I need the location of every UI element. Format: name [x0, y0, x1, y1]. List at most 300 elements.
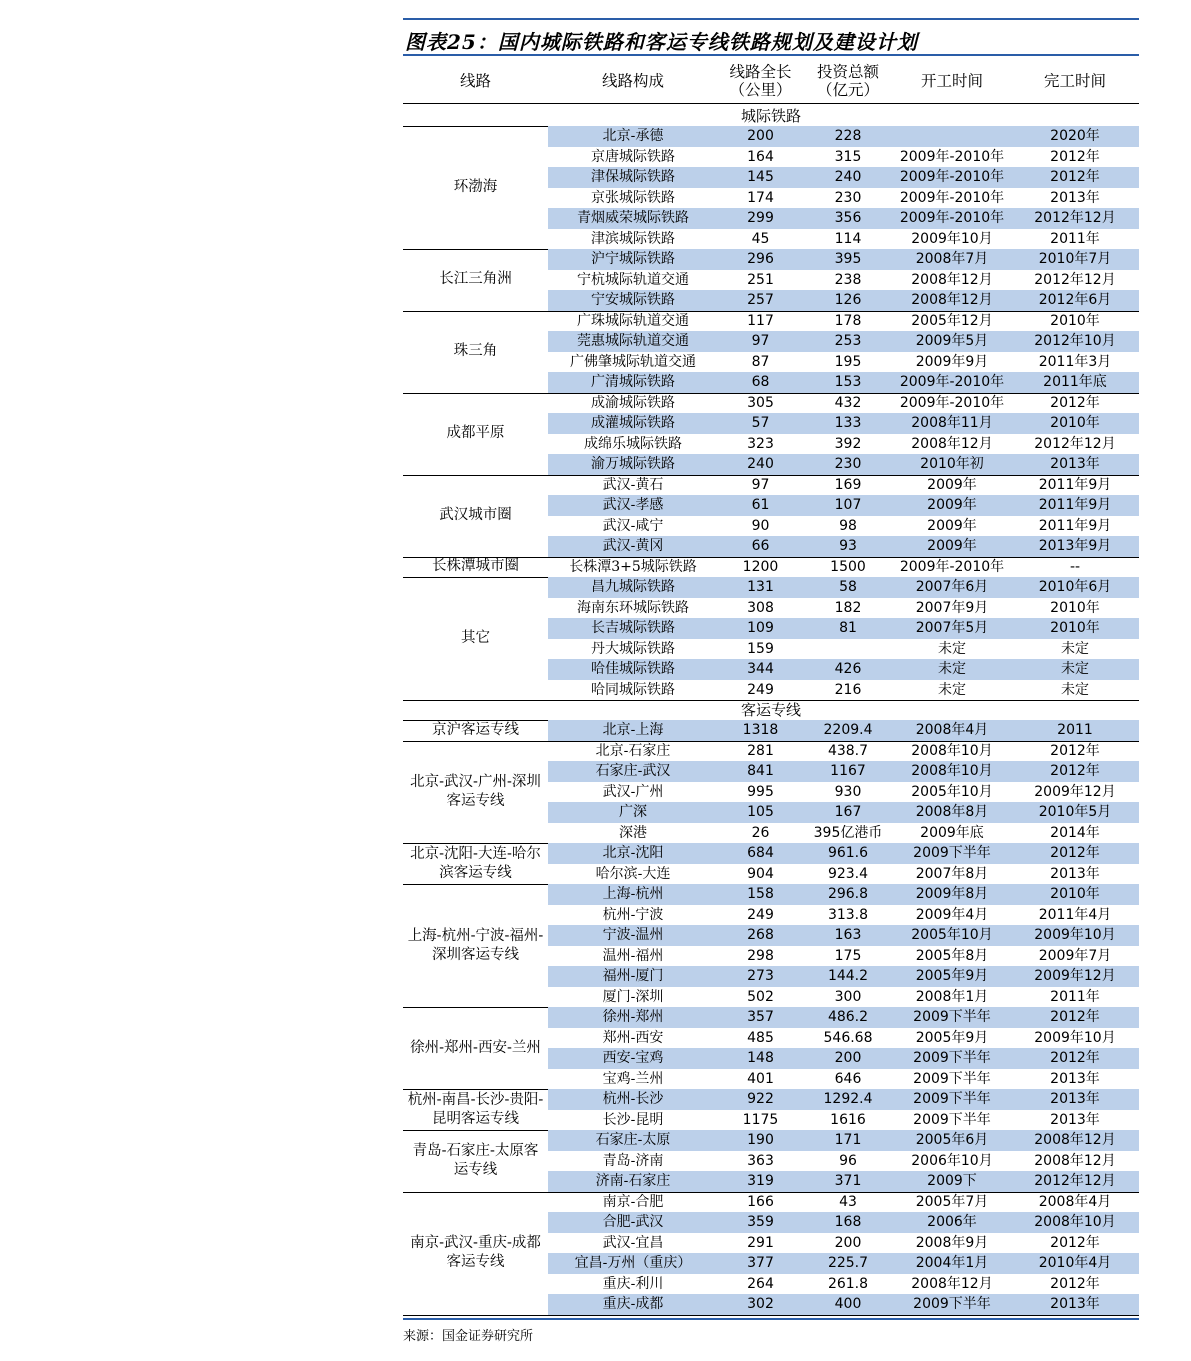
cell-end: 2013年: [1050, 1091, 1100, 1107]
header-route: 线路构成: [601, 72, 664, 90]
table-row: [548, 270, 1139, 291]
table-row: [548, 864, 1139, 885]
cell-route: 广清城际铁路: [591, 374, 675, 390]
cell-end: 2013年: [1050, 1070, 1100, 1087]
cell-end: 2013年9月: [1038, 538, 1112, 554]
cell-route: 京张城际铁路: [591, 189, 675, 206]
cell-investment: 296.8: [827, 886, 869, 902]
cell-route: 杭州-宁波: [602, 906, 664, 923]
cell-start: 2009年: [927, 538, 977, 554]
cell-end: 2012年: [1050, 1050, 1100, 1066]
cell-end: 2009年12月: [1034, 783, 1116, 800]
cell-length: 264: [747, 1275, 774, 1292]
cell-length: 273: [747, 968, 774, 984]
cell-start: 2008年7月: [915, 251, 989, 267]
table-row: [548, 188, 1139, 209]
table-row: [548, 802, 1139, 823]
table-row: [548, 495, 1139, 516]
cell-investment: 923.4: [827, 865, 869, 882]
table-row: [548, 884, 1139, 905]
cell-route: 南京-合肥: [602, 1193, 664, 1210]
cell-route: 成渝城际铁路: [591, 394, 675, 411]
cell-investment: 238: [834, 271, 862, 288]
table-row: [548, 761, 1139, 782]
cell-start: 2007年5月: [915, 620, 989, 636]
group-label: 北京-武汉-广州-深圳 客运专线: [410, 773, 541, 809]
cell-route: 京唐城际铁路: [591, 148, 675, 165]
cell-start: 2005年8月: [915, 947, 989, 964]
group-label: 其它: [461, 630, 490, 646]
cell-start: 2009年: [927, 476, 977, 493]
cell-start: 2008年4月: [915, 722, 989, 738]
group-label: 长江三角洲: [439, 271, 512, 288]
group-label: 成都平原: [446, 425, 505, 441]
cell-start: 2005年6月: [915, 1132, 989, 1148]
table-row: [548, 598, 1139, 619]
cell-start: 2009年-2010年: [899, 189, 1005, 206]
cell-start: 未定: [938, 661, 966, 677]
table-row: [548, 823, 1139, 844]
cell-route: 长沙-昆明: [602, 1111, 664, 1128]
cell-end: 2009年7月: [1038, 947, 1112, 964]
cell-route: 西安-宝鸡: [602, 1050, 664, 1066]
cell-end: 2011年4月: [1038, 906, 1112, 923]
table-row: [548, 249, 1139, 270]
table-row: [548, 782, 1139, 803]
cell-start: 2009下半年: [913, 1009, 991, 1025]
cell-length: 1200: [742, 558, 779, 575]
cell-route: 莞惠城际轨道交通: [577, 333, 689, 349]
cell-end: 未定: [1061, 661, 1089, 677]
cell-start: 2009下半年: [913, 1091, 991, 1107]
cell-length: 299: [747, 210, 774, 226]
cell-investment: 230: [834, 456, 862, 472]
section-header: 城际铁路: [740, 107, 801, 125]
header-length: 线路全长 （公里）: [729, 63, 792, 99]
cell-start: 2009下半年: [913, 845, 991, 861]
cell-end: 2011年3月: [1038, 353, 1112, 370]
cell-investment: 392: [834, 435, 862, 452]
table-row: [548, 1089, 1139, 1110]
cell-route: 昌九城际铁路: [591, 579, 675, 595]
cell-end: 2013年: [1050, 865, 1100, 882]
cell-start: 2009年4月: [915, 906, 989, 923]
cell-end: 2010年5月: [1038, 804, 1112, 820]
cell-length: 190: [747, 1132, 774, 1148]
table-row: [548, 434, 1139, 455]
cell-length: 268: [747, 927, 774, 943]
group-label: 京沪客运专线: [432, 721, 519, 738]
table-row: [548, 720, 1139, 741]
cell-route: 武汉-广州: [602, 783, 664, 800]
cell-start: 2009年-2010年: [899, 210, 1005, 226]
cell-route: 石家庄-太原: [595, 1132, 671, 1148]
header-end-time: 完工时间: [1043, 72, 1106, 90]
table-row: [548, 536, 1139, 557]
cell-length: 68: [751, 374, 770, 390]
cell-length: 308: [747, 599, 774, 616]
cell-route: 杭州-长沙: [602, 1091, 664, 1107]
cell-length: 257: [747, 292, 774, 308]
cell-start: 2008年11月: [911, 415, 993, 431]
cell-length: 359: [747, 1214, 774, 1230]
group-divider: [403, 1315, 1139, 1316]
cell-investment: 163: [834, 927, 862, 943]
cell-investment: 961.6: [827, 845, 869, 861]
figure-title: 图表25：国内城际铁路和客运专线铁路规划及建设计划: [405, 30, 918, 54]
cell-end: 2012年6月: [1038, 292, 1112, 308]
cell-investment: 395亿港币: [813, 824, 883, 841]
table-row: [548, 618, 1139, 639]
group-label: 珠三角: [453, 343, 498, 359]
cell-end: 2020年: [1050, 128, 1100, 144]
cell-end: 2010年: [1050, 620, 1100, 636]
cell-route: 广佛肇城际轨道交通: [570, 353, 696, 370]
cell-investment: 178: [834, 312, 862, 329]
table-row: [548, 1151, 1139, 1172]
cell-end: 2011年: [1050, 988, 1100, 1005]
cell-route: 福州-厦门: [602, 968, 664, 984]
cell-investment: 58: [839, 579, 857, 595]
cell-end: 2012年: [1050, 742, 1100, 759]
table-row: [548, 1110, 1139, 1131]
cell-route: 济南-石家庄: [595, 1173, 671, 1189]
cell-length: 363: [747, 1152, 774, 1169]
cell-end: 2008年12月: [1034, 1132, 1116, 1148]
cell-length: 87: [751, 353, 770, 370]
cell-route: 武汉-黄石: [602, 476, 664, 493]
cell-length: 26: [751, 824, 770, 841]
cell-length: 240: [747, 456, 774, 472]
group-label: 环渤海: [453, 179, 498, 195]
cell-start: 2009年-2010年: [899, 394, 1005, 411]
cell-investment: 371: [834, 1173, 862, 1189]
cell-end: 2012年: [1050, 169, 1100, 185]
table-bottom-rule: [403, 1318, 1139, 1320]
cell-length: 45: [751, 230, 770, 247]
cell-end: 2011年: [1050, 230, 1100, 247]
cell-end: 2009年10月: [1034, 1029, 1116, 1046]
cell-start: 2009下半年: [913, 1111, 991, 1128]
cell-investment: 1500: [830, 558, 866, 575]
cell-length: 281: [747, 742, 774, 759]
cell-investment: 432: [834, 394, 862, 411]
table-row: [548, 966, 1139, 987]
cell-investment: [803, 639, 893, 660]
cell-end: 2010年: [1050, 886, 1100, 902]
cell-investment: 2209.4: [823, 722, 873, 738]
table-row: [548, 1212, 1139, 1233]
cell-start: 2009年-2010年: [899, 374, 1005, 390]
cell-length: 109: [747, 620, 774, 636]
cell-length: 485: [747, 1029, 774, 1046]
cell-length: 904: [747, 865, 774, 882]
cell-investment: 114: [834, 230, 862, 247]
cell-start: 2005年9月: [915, 968, 989, 984]
cell-investment: 240: [834, 169, 862, 185]
table-row: [548, 1069, 1139, 1090]
cell-end: 2011年底: [1043, 374, 1107, 390]
cell-start: 2008年10月: [911, 742, 993, 759]
table-row: [548, 987, 1139, 1008]
cell-end: 2012年: [1050, 845, 1100, 861]
cell-route: 青岛-济南: [602, 1152, 664, 1169]
cell-start: 2009下半年: [913, 1296, 991, 1312]
cell-end: 2010年6月: [1038, 579, 1112, 595]
cell-end: 2012年: [1050, 148, 1100, 165]
cell-investment: 400: [834, 1296, 862, 1312]
cell-start: 2005年7月: [915, 1193, 989, 1210]
cell-route: 宜昌-万州（重庆）: [574, 1255, 692, 1271]
cell-investment: 486.2: [827, 1009, 869, 1025]
cell-start: 2009年-2010年: [899, 558, 1005, 575]
cell-investment: 153: [834, 374, 862, 390]
cell-end: 2011: [1057, 722, 1093, 738]
cell-investment: 228: [834, 128, 862, 144]
cell-start: 未定: [938, 640, 966, 657]
cell-investment: 438.7: [827, 742, 869, 759]
cell-route: 丹大城际铁路: [591, 640, 675, 657]
cell-length: 841: [747, 763, 774, 779]
table-row: [548, 577, 1139, 598]
cell-end: --: [1069, 558, 1081, 575]
table-row: [548, 905, 1139, 926]
cell-length: 995: [747, 783, 774, 800]
cell-end: 2012年12月: [1034, 271, 1116, 288]
table-row: [548, 167, 1139, 188]
cell-length: 377: [747, 1255, 774, 1271]
cell-length: 401: [747, 1070, 774, 1087]
cell-route: 徐州-郑州: [602, 1009, 664, 1025]
cell-route: 重庆-成都: [602, 1296, 664, 1312]
group-label: 北京-沈阳-大连-哈尔 滨客运专线: [410, 845, 541, 881]
cell-investment: 1292.4: [823, 1091, 873, 1107]
cell-investment: 167: [834, 804, 862, 820]
cell-route: 哈尔滨-大连: [595, 865, 671, 882]
table-row: [548, 475, 1139, 496]
cell-end: 2010年: [1050, 415, 1100, 431]
cell-end: 2009年10月: [1034, 927, 1116, 943]
cell-length: 174: [747, 189, 774, 206]
cell-end: 2008年10月: [1034, 1214, 1116, 1230]
cell-route: 成灌城际铁路: [591, 415, 675, 431]
cell-length: 117: [747, 312, 774, 329]
cell-length: 344: [747, 661, 774, 677]
cell-investment: 356: [834, 210, 862, 226]
table-row: [548, 454, 1139, 475]
header-line: 线路: [459, 72, 491, 90]
cell-start: 2009年10月: [911, 230, 993, 247]
cell-length: 105: [747, 804, 774, 820]
cell-start: 2006年: [927, 1214, 977, 1230]
table-row: [548, 639, 1139, 660]
cell-length: 145: [747, 169, 774, 185]
cell-investment: 93: [839, 538, 857, 554]
cell-route: 武汉-宜昌: [602, 1234, 664, 1251]
cell-length: 1175: [742, 1111, 779, 1128]
cell-route: 长吉城际铁路: [591, 620, 675, 636]
cell-length: 164: [747, 148, 774, 165]
group-label: 武汉城市圈: [439, 507, 512, 523]
table-row: [548, 126, 1139, 147]
cell-route: 广珠城际轨道交通: [577, 312, 689, 329]
table-row: [548, 1253, 1139, 1274]
table-row: [548, 290, 1139, 311]
cell-end: 2011年9月: [1038, 476, 1112, 493]
table-row: [548, 229, 1139, 250]
cell-route: 北京-承德: [602, 128, 664, 144]
cell-start: 2008年10月: [911, 763, 993, 779]
group-label: 徐州-郑州-西安-兰州: [410, 1039, 541, 1056]
cell-end: 2012年10月: [1034, 333, 1116, 349]
cell-end: 未定: [1061, 640, 1089, 657]
cell-length: 158: [747, 886, 774, 902]
table-row: [548, 208, 1139, 229]
cell-investment: 175: [834, 947, 862, 964]
table-row: [548, 843, 1139, 864]
cell-length: 296: [747, 251, 774, 267]
cell-start: 2008年9月: [915, 1234, 989, 1251]
cell-length: 1318: [742, 722, 779, 738]
table-row: [548, 1048, 1139, 1069]
group-label: 上海-杭州-宁波-福州- 深圳客运专线: [407, 927, 544, 963]
cell-start: 2009下半年: [913, 1050, 991, 1066]
table-header: [403, 58, 1139, 104]
cell-route: 宁杭城际轨道交通: [577, 271, 689, 288]
cell-route: 合肥-武汉: [602, 1214, 664, 1230]
header-start-time: 开工时间: [920, 72, 983, 90]
cell-investment: 144.2: [827, 968, 869, 984]
cell-investment: 43: [839, 1193, 857, 1210]
figure-title-bar: [403, 18, 1139, 56]
source-note: 来源：国金证券研究所: [403, 1329, 534, 1344]
cell-start: 2005年10月: [911, 927, 993, 943]
cell-route: 宝鸡-兰州: [602, 1070, 664, 1087]
header-investment: 投资总额 （亿元）: [816, 63, 879, 99]
cell-end: 2013年: [1050, 456, 1100, 472]
cell-route: 北京-沈阳: [602, 845, 664, 861]
cell-end: 2012年: [1050, 1009, 1100, 1025]
cell-investment: 313.8: [827, 906, 869, 923]
cell-route: 北京-石家庄: [595, 742, 671, 759]
cell-route: 北京-上海: [602, 722, 664, 738]
cell-investment: 182: [834, 599, 862, 616]
cell-start: 2004年1月: [915, 1255, 989, 1271]
cell-end: 2012年: [1050, 763, 1100, 779]
cell-route: 津滨城际铁路: [591, 230, 675, 247]
cell-length: 66: [751, 538, 770, 554]
cell-route: 津保城际铁路: [591, 169, 675, 185]
table-row: [548, 741, 1139, 762]
table-row: [548, 1192, 1139, 1213]
cell-length: 249: [747, 681, 774, 698]
cell-start: 2009年: [927, 517, 977, 534]
cell-start: 2005年12月: [911, 312, 993, 329]
cell-end: 2010年: [1050, 312, 1100, 329]
cell-route: 石家庄-武汉: [595, 763, 671, 779]
cell-start: 2009年: [927, 497, 977, 513]
cell-route: 武汉-黄冈: [602, 538, 664, 554]
cell-start: 2008年8月: [915, 804, 989, 820]
table-row: [548, 516, 1139, 537]
table-row: [548, 413, 1139, 434]
cell-start: 2007年6月: [915, 579, 989, 595]
cell-start: 2010年初: [920, 456, 984, 472]
cell-length: 684: [747, 845, 774, 861]
cell-investment: 230: [834, 189, 862, 206]
table-row: [548, 352, 1139, 373]
cell-start: 2008年1月: [915, 988, 989, 1005]
cell-end: 2013年: [1050, 1111, 1100, 1128]
cell-investment: 1167: [830, 763, 866, 779]
table-row: [548, 147, 1139, 168]
cell-end: 2010年: [1050, 599, 1100, 616]
table-row: [548, 331, 1139, 352]
cell-end: 2013年: [1050, 189, 1100, 206]
cell-start: 2009下: [927, 1173, 977, 1189]
cell-route: 宁波-温州: [602, 927, 664, 943]
cell-length: 90: [751, 517, 770, 534]
table-row: [548, 680, 1139, 701]
cell-end: 2010年7月: [1038, 251, 1112, 267]
cell-end: 2010年4月: [1038, 1255, 1112, 1271]
cell-investment: 546.68: [823, 1029, 873, 1046]
cell-end: 2012年12月: [1034, 1173, 1116, 1189]
cell-investment: 96: [839, 1152, 857, 1169]
cell-length: 97: [751, 333, 770, 349]
table-row: [548, 1130, 1139, 1151]
cell-length: 57: [751, 415, 770, 431]
cell-length: 61: [751, 497, 770, 513]
cell-length: 302: [747, 1296, 774, 1312]
cell-length: 148: [747, 1050, 774, 1066]
cell-investment: 225.7: [827, 1255, 869, 1271]
cell-investment: 171: [834, 1132, 862, 1148]
table-row: [548, 372, 1139, 393]
cell-length: 357: [747, 1009, 774, 1025]
cell-investment: 200: [834, 1234, 862, 1251]
cell-end: 2011年9月: [1038, 497, 1112, 513]
table-row: [548, 659, 1139, 680]
cell-investment: 216: [834, 681, 862, 698]
cell-length: 249: [747, 906, 774, 923]
table-row: [548, 557, 1139, 578]
cell-end: 2012年: [1050, 1275, 1100, 1292]
cell-route: 渝万城际铁路: [591, 456, 675, 472]
cell-route: 武汉-孝感: [602, 497, 664, 513]
cell-route: 长株潭3+5城际铁路: [569, 558, 697, 575]
cell-route: 厦门-深圳: [602, 988, 664, 1005]
cell-length: 323: [747, 435, 774, 452]
cell-end: 2013年: [1050, 1296, 1100, 1312]
cell-length: 97: [751, 476, 770, 493]
cell-end: 2008年4月: [1038, 1193, 1112, 1210]
cell-length: 159: [747, 640, 774, 657]
table-row: [548, 1233, 1139, 1254]
cell-length: 298: [747, 947, 774, 964]
cell-route: 宁安城际铁路: [591, 292, 675, 308]
cell-start: [893, 126, 1011, 147]
cell-length: 131: [747, 579, 774, 595]
cell-end: 2012年: [1050, 1234, 1100, 1251]
cell-start: 2007年8月: [915, 865, 989, 882]
cell-start: 未定: [938, 681, 966, 698]
cell-start: 2008年12月: [911, 1275, 993, 1292]
cell-route: 温州-福州: [602, 947, 664, 964]
cell-end: 未定: [1061, 681, 1089, 698]
table-row: [548, 925, 1139, 946]
cell-investment: 930: [834, 783, 862, 800]
